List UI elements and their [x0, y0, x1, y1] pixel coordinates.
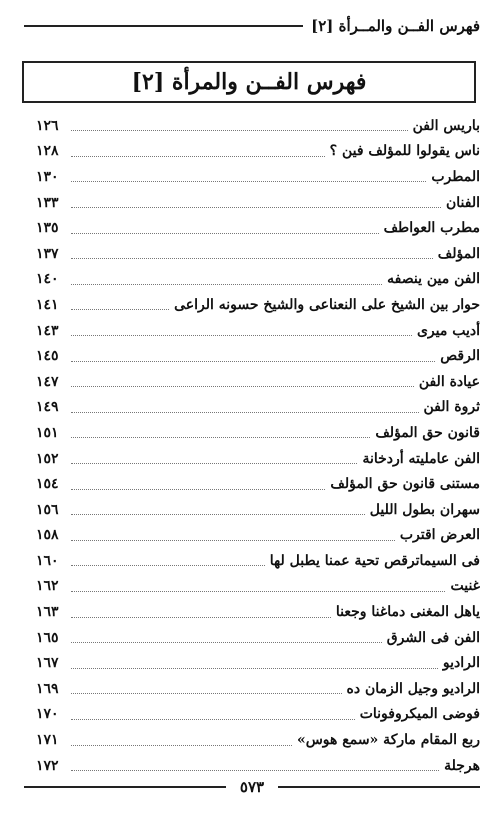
toc-entry-title: باريس الفن	[412, 117, 480, 134]
toc-entry-title: ثروة الفن	[423, 399, 480, 416]
toc-entry-page: ١٥٢	[36, 450, 59, 467]
dot-leader	[71, 335, 412, 336]
dot-leader	[71, 463, 357, 464]
toc-entry-title: الفن عامليته أردخانة	[362, 450, 480, 467]
dot-leader	[71, 130, 408, 131]
toc-entry	[36, 190, 480, 216]
toc-entry	[36, 164, 480, 190]
dot-leader	[71, 258, 433, 259]
toc-entry	[36, 267, 480, 293]
page-footer	[24, 776, 480, 798]
toc-entry	[36, 753, 480, 779]
toc-entry	[36, 650, 480, 676]
toc-entry	[36, 574, 480, 600]
toc-entry-title: ناس يقولوا للمؤلف فين ؟	[329, 143, 480, 160]
dot-leader	[71, 412, 419, 413]
toc-list	[36, 113, 480, 778]
dot-leader	[71, 719, 355, 720]
toc-entry	[36, 523, 480, 549]
toc-entry-page: ١٣٣	[36, 194, 59, 211]
dot-leader	[71, 668, 438, 669]
toc-entry	[36, 113, 480, 139]
toc-entry-page: ١٥٨	[36, 527, 59, 544]
toc-entry-page: ١٦٢	[36, 578, 59, 595]
toc-entry-page: ١٦٥	[36, 629, 59, 646]
toc-entry-title: المطرب	[431, 168, 480, 185]
toc-entry-page: ١٤٣	[36, 322, 59, 339]
toc-entry-page: ١٤١	[36, 296, 59, 313]
toc-entry	[36, 318, 480, 344]
page-title: فهرس الفــن والمرأة [٢]	[131, 69, 367, 95]
toc-entry-title: الفن فى الشرق	[386, 629, 480, 646]
toc-entry	[36, 215, 480, 241]
toc-entry-page: ١٥١	[36, 424, 59, 441]
toc-entry	[36, 548, 480, 574]
toc-entry-page: ١٧٠	[36, 706, 59, 723]
toc-entry-page: ١٥٤	[36, 476, 59, 493]
dot-leader	[71, 591, 445, 592]
running-title: فهرس الفــن والمــرأة [٢]	[311, 17, 480, 35]
toc-entry-title: فى السيماترقص تحية عمنا يطبل لها	[269, 552, 480, 569]
dot-leader	[71, 361, 435, 362]
footer-rule-right	[278, 786, 480, 788]
toc-entry	[36, 139, 480, 165]
toc-entry-title: سهران بطول الليل	[369, 501, 480, 518]
toc-entry-page: ١٢٨	[36, 143, 59, 160]
dot-leader	[71, 693, 342, 694]
toc-entry	[36, 343, 480, 369]
toc-entry-title: ياهل المغنى دماغنا وجعنا	[335, 604, 480, 621]
toc-entry-page: ١٦٠	[36, 552, 59, 569]
toc-entry-title: الرقص	[440, 348, 480, 365]
dot-leader	[71, 617, 331, 618]
toc-entry-title: ربع المقام ماركة «سمع هوس»	[296, 732, 480, 749]
dot-leader	[71, 207, 441, 208]
toc-entry-page: ١٣٧	[36, 245, 59, 262]
dot-leader	[71, 386, 414, 387]
dot-leader	[71, 156, 325, 157]
toc-entry-page: ١٤٠	[36, 271, 59, 288]
toc-entry	[36, 446, 480, 472]
dot-leader	[71, 284, 382, 285]
footer-rule-left	[24, 786, 226, 788]
toc-entry	[36, 420, 480, 446]
dot-leader	[71, 309, 169, 310]
toc-entry	[36, 702, 480, 728]
dot-leader	[71, 565, 265, 566]
toc-entry-page: ١٥٦	[36, 501, 59, 518]
dot-leader	[71, 540, 395, 541]
toc-entry	[36, 676, 480, 702]
toc-entry-page: ١٦٧	[36, 655, 59, 672]
toc-entry	[36, 599, 480, 625]
toc-entry-page: ١٤٩	[36, 399, 59, 416]
toc-entry-page: ١٣٥	[36, 220, 59, 237]
dot-leader	[71, 770, 439, 771]
toc-entry-title: أديب ميرى	[416, 322, 480, 339]
toc-entry-page: ١٤٧	[36, 373, 59, 390]
toc-entry	[36, 241, 480, 267]
header-rule	[24, 25, 303, 27]
toc-entry-title: مطرب العواطف	[383, 220, 480, 237]
dot-leader	[71, 437, 370, 438]
dot-leader	[71, 489, 325, 490]
toc-entry-title: حوار بين الشيخ على النعناعى والشيخ حسونه الراعى	[174, 296, 480, 313]
toc-entry-page: ١٧١	[36, 732, 59, 749]
toc-entry-page: ١٤٥	[36, 348, 59, 365]
page-number: ٥٧٣	[239, 778, 265, 796]
toc-entry	[36, 471, 480, 497]
toc-entry-title: العرض اقترب	[399, 527, 480, 544]
dot-leader	[71, 745, 292, 746]
toc-entry-title: مستنى قانون حق المؤلف	[330, 476, 480, 493]
running-header	[16, 14, 480, 38]
toc-entry-title: قانون حق المؤلف	[375, 424, 480, 441]
title-box	[22, 61, 476, 103]
toc-entry-title: الفنان	[445, 194, 480, 211]
toc-entry	[36, 369, 480, 395]
toc-entry	[36, 292, 480, 318]
dot-leader	[71, 181, 426, 182]
dot-leader	[71, 233, 379, 234]
toc-entry-title: الفن مين ينصفه	[387, 271, 480, 288]
toc-entry-title: المؤلف	[437, 245, 480, 262]
dot-leader	[71, 514, 365, 515]
toc-entry	[36, 727, 480, 753]
toc-entry-title: الراديو وجيل الزمان ده	[346, 680, 480, 697]
toc-entry-page: ١٦٣	[36, 604, 59, 621]
toc-entry-title: الراديو	[442, 655, 480, 672]
toc-entry	[36, 497, 480, 523]
toc-entry-title: فوضى الميكروفونات	[359, 706, 480, 723]
dot-leader	[71, 642, 382, 643]
toc-entry-page: ١٢٦	[36, 117, 59, 134]
toc-entry-title: عيادة الفن	[418, 373, 480, 390]
toc-entry-title: غنيت	[450, 578, 480, 595]
toc-entry	[36, 395, 480, 421]
toc-entry	[36, 625, 480, 651]
toc-entry-title: هرجلة	[444, 757, 480, 774]
toc-entry-page: ١٦٩	[36, 680, 59, 697]
toc-entry-page: ١٣٠	[36, 168, 59, 185]
toc-entry-page: ١٧٢	[36, 757, 59, 774]
